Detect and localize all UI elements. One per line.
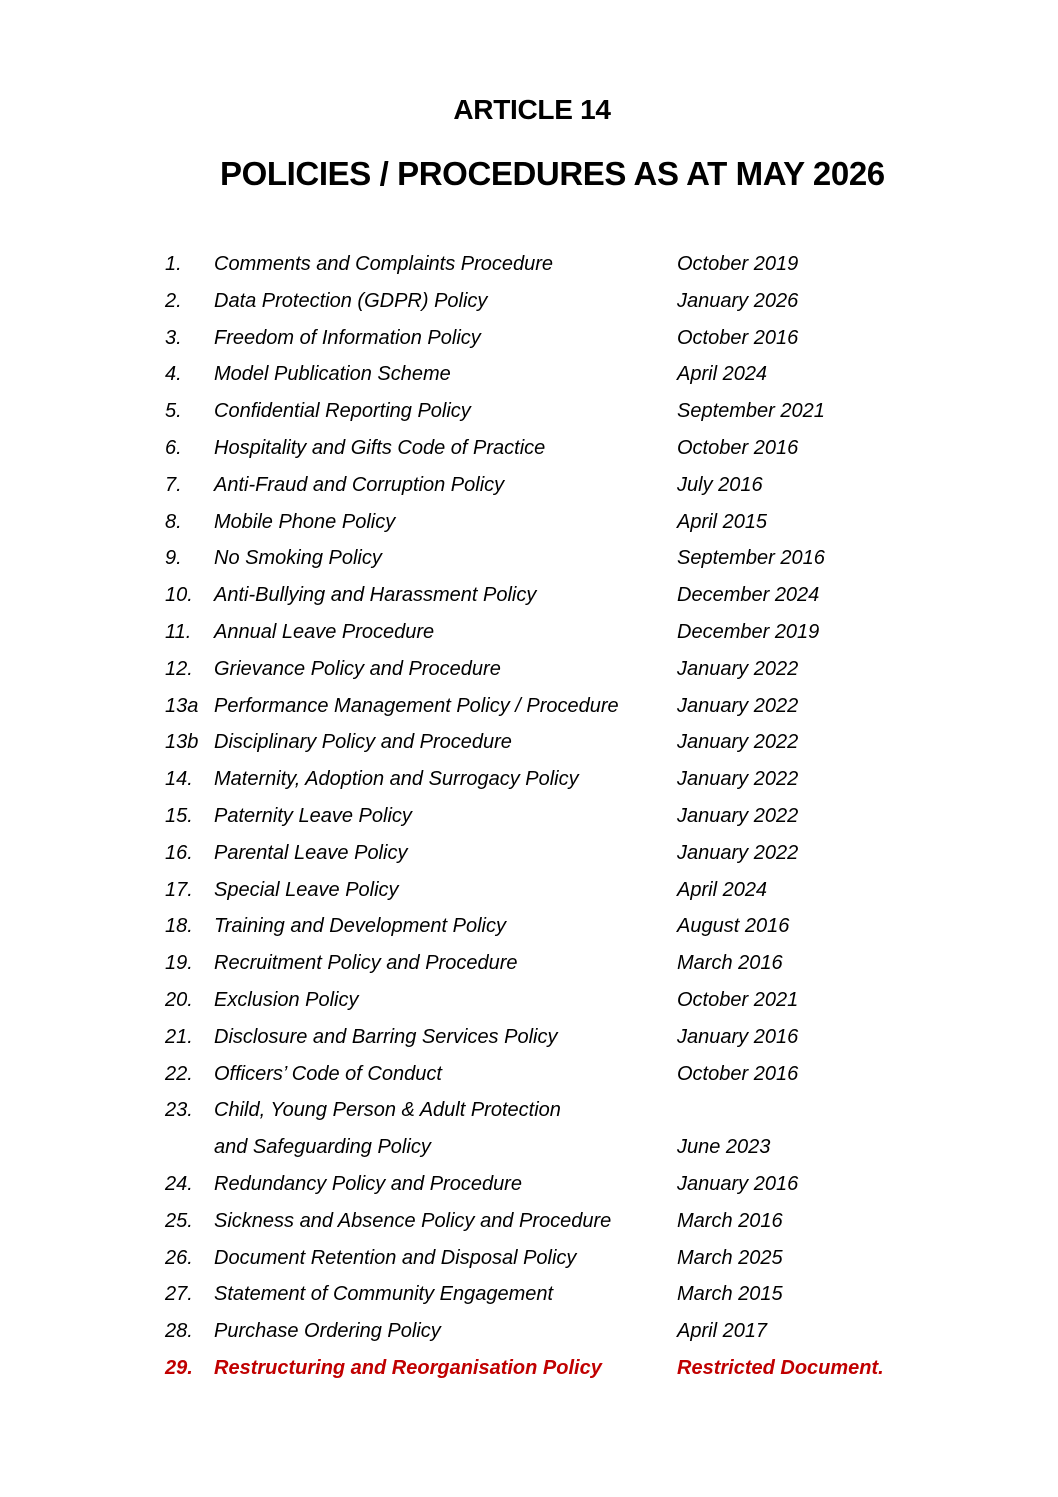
policy-row — [165, 540, 965, 577]
policy-row — [165, 1166, 965, 1203]
policy-date: October 2021 — [677, 988, 799, 1011]
policy-row — [165, 982, 965, 1019]
policy-date: March 2016 — [677, 1209, 783, 1232]
policy-number: 13b — [165, 731, 199, 754]
policy-date: June 2023 — [677, 1136, 771, 1159]
policy-row — [165, 724, 965, 761]
policy-date: January 2022 — [677, 841, 799, 864]
restricted-label: Restricted Document. — [677, 1356, 884, 1379]
policy-number: 4. — [165, 363, 182, 386]
policy-row — [165, 393, 965, 430]
policy-row — [165, 945, 965, 982]
policy-number: 29. — [165, 1356, 193, 1379]
policy-date: January 2016 — [677, 1172, 799, 1195]
policy-title: Special Leave Policy — [214, 878, 399, 901]
policy-date: September 2016 — [677, 547, 825, 570]
policy-title: Model Publication Scheme — [214, 363, 451, 386]
policy-date: December 2019 — [677, 620, 820, 643]
policy-number: 11. — [165, 620, 192, 643]
policy-row — [165, 614, 965, 651]
policy-date: October 2016 — [677, 436, 799, 459]
policy-title: Mobile Phone Policy — [214, 510, 396, 533]
policy-row — [165, 246, 965, 283]
policy-title: Purchase Ordering Policy — [214, 1320, 441, 1343]
policy-title: Maternity, Adoption and Surrogacy Policy — [214, 768, 579, 791]
policy-title: Training and Development Policy — [214, 915, 507, 938]
policy-row — [165, 798, 965, 835]
policy-title: Confidential Reporting Policy — [214, 400, 471, 423]
policy-row — [165, 1056, 965, 1093]
policy-row — [165, 320, 965, 357]
policy-number: 27. — [165, 1283, 193, 1306]
policy-number: 25. — [165, 1209, 193, 1232]
policy-row — [165, 504, 965, 541]
policy-title: Restructuring and Reorganisation Policy — [214, 1356, 602, 1379]
policy-date: September 2021 — [677, 400, 825, 423]
policy-number: 6. — [165, 436, 182, 459]
policy-title: Paternity Leave Policy — [214, 804, 412, 827]
policy-number: 8. — [165, 510, 182, 533]
policy-title: Grievance Policy and Procedure — [214, 657, 501, 680]
policy-number: 21. — [165, 1025, 193, 1048]
policy-date: August 2016 — [677, 915, 790, 938]
policy-date: January 2022 — [677, 657, 799, 680]
policy-row — [165, 1092, 965, 1166]
policy-row — [165, 283, 965, 320]
policy-number: 16. — [165, 841, 193, 864]
policy-number: 28. — [165, 1320, 193, 1343]
policy-date: October 2019 — [677, 253, 799, 275]
policy-number: 3. — [165, 326, 182, 349]
policy-date: January 2026 — [677, 289, 799, 312]
policy-title: Sickness and Absence Policy and Procedure — [214, 1209, 612, 1232]
policy-title: Statement of Community Engagement — [214, 1283, 554, 1306]
policy-title: Performance Management Policy / Procedure — [214, 694, 619, 717]
policy-number: 9. — [165, 547, 182, 570]
policy-number: 22. — [165, 1062, 193, 1085]
policy-row — [165, 761, 965, 798]
policy-number: 12. — [165, 657, 193, 680]
policy-row — [165, 1019, 965, 1056]
policy-title-line: Child, Young Person & Adult Protection — [214, 1099, 561, 1122]
policy-row — [165, 356, 965, 393]
policy-row — [165, 1313, 965, 1350]
policy-date: March 2025 — [677, 1246, 783, 1269]
policy-date: April 2024 — [677, 878, 768, 901]
policy-row — [165, 577, 965, 614]
policy-title: Anti-Bullying and Harassment Policy — [214, 584, 537, 607]
policy-date: October 2016 — [677, 1062, 799, 1085]
policy-title — [214, 1092, 561, 1166]
policy-row — [165, 1276, 965, 1313]
article-heading: ARTICLE 14 — [453, 94, 611, 125]
policy-number: 10. — [165, 584, 193, 607]
policy-date: July 2016 — [677, 473, 763, 496]
policy-title: Annual Leave Procedure — [214, 620, 435, 643]
policy-title: Recruitment Policy and Procedure — [214, 952, 518, 975]
policy-row — [165, 1203, 965, 1240]
policy-date: January 2016 — [677, 1025, 799, 1048]
policy-date: January 2022 — [677, 768, 799, 791]
policy-title: Comments and Complaints Procedure — [214, 253, 554, 275]
policy-date: January 2022 — [677, 804, 799, 827]
policy-number: 17. — [165, 878, 193, 901]
policy-number: 26. — [165, 1246, 193, 1269]
policy-date: March 2016 — [677, 952, 783, 975]
policy-title: Data Protection (GDPR) Policy — [214, 289, 488, 312]
policy-title: Freedom of Information Policy — [214, 326, 481, 349]
policy-number: 19. — [165, 952, 193, 975]
page-title: POLICIES / PROCEDURES AS AT MAY 2026 — [220, 155, 885, 192]
policy-title-line: and Safeguarding Policy — [214, 1136, 431, 1159]
policy-number: 24. — [165, 1172, 193, 1195]
policy-number: 18. — [165, 915, 193, 938]
policy-date: January 2022 — [677, 731, 799, 754]
policy-row — [165, 651, 965, 688]
policy-number: 7. — [165, 473, 182, 496]
policy-date: April 2024 — [677, 363, 768, 386]
policy-number: 1. — [165, 253, 182, 275]
policy-row — [165, 872, 965, 909]
policy-title: Parental Leave Policy — [214, 841, 408, 864]
policy-row — [165, 1240, 965, 1277]
policy-date: April 2017 — [677, 1320, 768, 1343]
policy-title: Disclosure and Barring Services Policy — [214, 1025, 558, 1048]
policy-title: No Smoking Policy — [214, 547, 382, 570]
policy-number: 13a — [165, 694, 199, 717]
policy-title: Hospitality and Gifts Code of Practice — [214, 436, 546, 459]
policy-date: December 2024 — [677, 584, 820, 607]
policy-date: January 2022 — [677, 694, 799, 717]
policy-row — [165, 430, 965, 467]
policy-title: Document Retention and Disposal Policy — [214, 1246, 577, 1269]
policy-list — [165, 246, 965, 1387]
policy-date: April 2015 — [677, 510, 768, 533]
policy-row — [165, 688, 965, 725]
policy-number: 14. — [165, 768, 193, 791]
policy-date: October 2016 — [677, 326, 799, 349]
policy-number: 15. — [165, 804, 193, 827]
policy-row — [165, 908, 965, 945]
policy-number: 2. — [165, 289, 182, 312]
policy-title: Disciplinary Policy and Procedure — [214, 731, 512, 754]
policy-number: 20. — [165, 988, 193, 1011]
policy-title: Exclusion Policy — [214, 988, 359, 1011]
policy-title: Officers’ Code of Conduct — [214, 1062, 442, 1085]
policy-number: 23. — [165, 1099, 193, 1122]
policy-row — [165, 835, 965, 872]
policy-number: 5. — [165, 400, 182, 423]
policy-row — [165, 1350, 965, 1387]
policy-date: March 2015 — [677, 1283, 783, 1306]
policy-title: Redundancy Policy and Procedure — [214, 1172, 522, 1195]
policy-title: Anti-Fraud and Corruption Policy — [214, 473, 505, 496]
policy-row — [165, 467, 965, 504]
